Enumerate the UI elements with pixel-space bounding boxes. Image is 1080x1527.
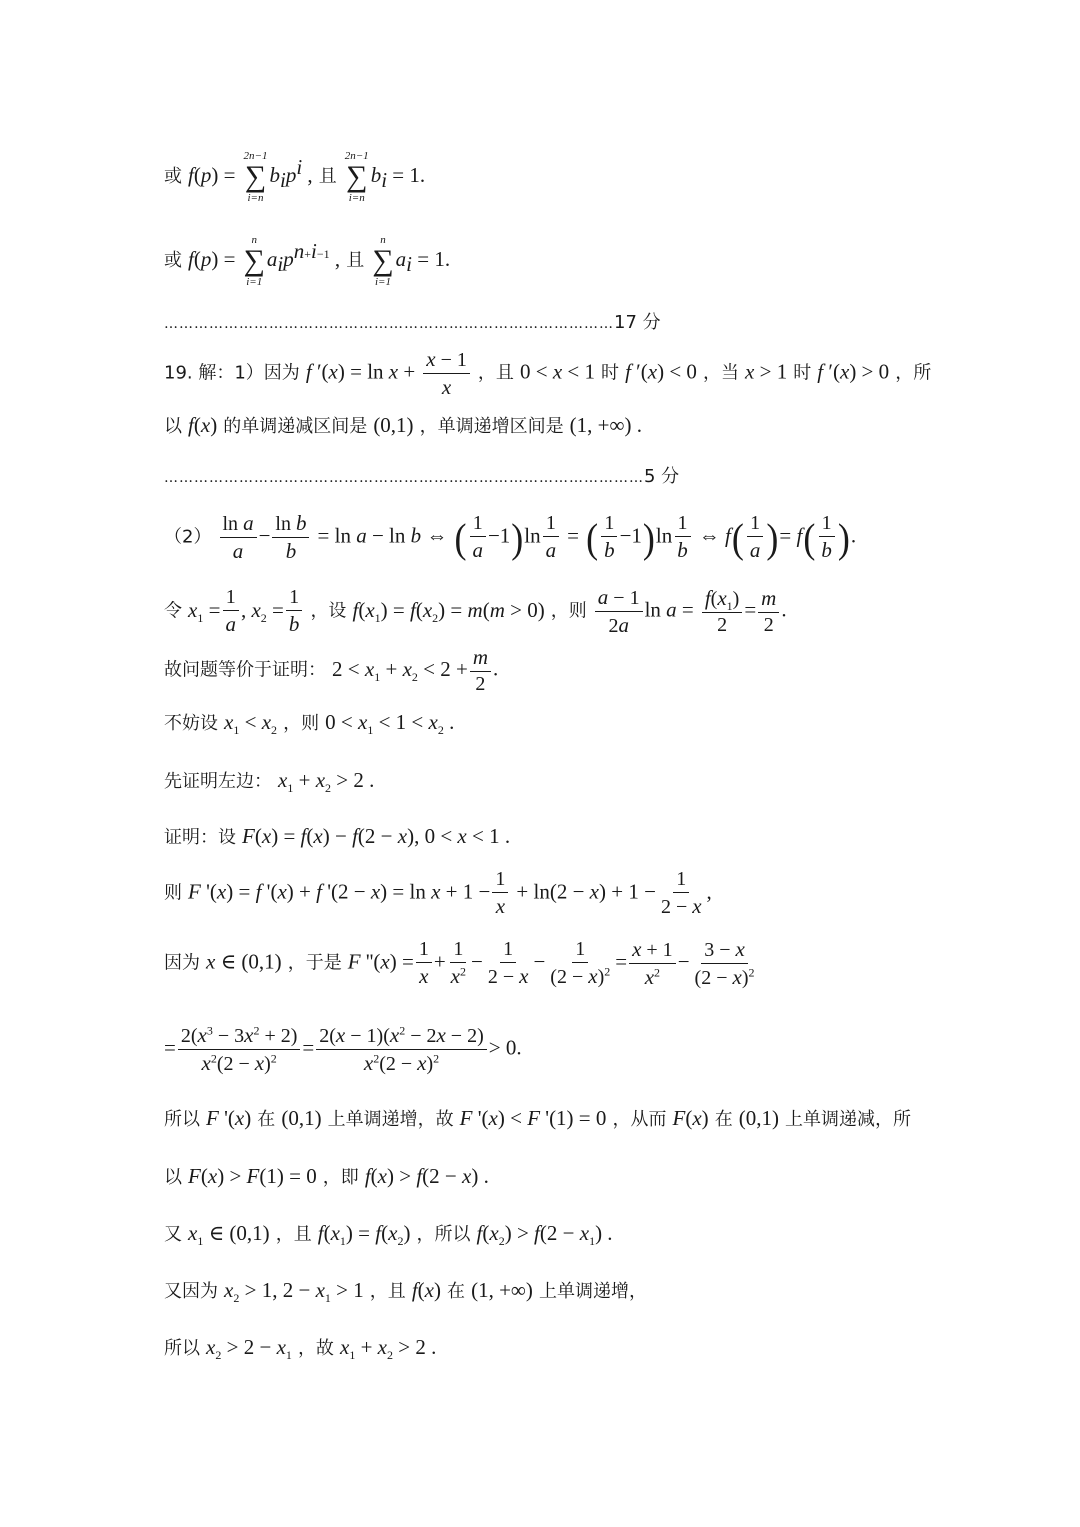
line-conclusion-4: 又因为 $x_2 > 1$, $2 - x_1 > 1$ ，且 f(x) 在 (1, +∞) 上单调递增， [164, 1278, 647, 1306]
line-conclusion-5: 所以 $x_2 > 2 - x_1$ ，故 $x_1 + x_2 > 2$ . [164, 1335, 437, 1363]
line-assume: 不妨设 $x_1 < x_2$ ，则 $0 < x_1 < 1 < x_2$ . [164, 710, 455, 738]
score-line-17: ………………………………………………………………………………17 分 [164, 312, 661, 333]
score-line-5: ……………………………………………………………………………………5 分 [164, 466, 680, 487]
line-define-F: 证明：设 F(x) = f(x) − f(2 − x), 0 < x < 1 . [164, 824, 511, 848]
line-simplify: = $\frac{2(x^3 - 3x^2 + 2)}{x^2(2 - x)^2}$ = $\frac{2(x - 1)(x^2 - 2x - 2)}{x^2(2 - x)^2}$ > 0. [164, 1023, 522, 1075]
line-equivalent: 故问题等价于证明： $2 < x_1 + x_2 < 2$ + $\frac{m}{2}$ . [164, 645, 499, 695]
line-sum-a: 或 f(p) = n ∑ i=1 $a_ip^{n+i-1}$ , 且 n ∑ i=1 $a_i = 1$. [164, 234, 451, 289]
line-sum-b: 或 f(p) = 2n−1 ∑ i=n $b_ip^i$ , 且 2n−1 ∑ i=n $b_i = 1$. [164, 150, 426, 205]
line-q19: 19. 解：1）因为 f ′(x) = ln x + $\frac{x - 1}{x}$ ，且 0 < x < 1 时 f ′(x) < 0 ，当 x > 1 时 f ′(x) > 0 ，所 [164, 347, 932, 399]
line-conclusion-2: 以 F(x) > F(1) = 0 ，即 f(x) > f(2 − x) . [164, 1164, 489, 1188]
line-left-side: 先证明左边： $x_1 + x_2 > 2$ . [164, 768, 375, 796]
line-F-derivative: 则 F '(x) = f '(x) + f '(2 − x) = ln x + 1 − $\frac{1}{x}$ + ln(2 − x) + 1 − $\frac{1}{2 - x}$ , [164, 868, 712, 918]
line-monotonic: 以 f(x) 的单调递减区间是 (0,1) ，单调递增区间是 (1, +∞) . [164, 413, 642, 437]
line-F-second-derivative: 因为 x ∈ (0,1) ，于是 F ''(x) = $\frac{1}{x}$ + $\frac{1}{x^2}$ − $\frac{1}{2 - x}$ − $\frac{1}{(2 - x)^2}$ = $\frac{x + 1}{x^2}$ − $\frac{3 - x}{(2 - x)^2}$ [164, 937, 755, 989]
line-conclusion-1: 所以 F '(x) 在 (0,1) 上单调递增，故 F '(x) < F '(1) = 0 ，从而 F(x) 在 (0,1) 上单调递减，所 [164, 1106, 912, 1130]
line-part2: （2） $\frac{\text{ln a}}{a}$ − $\frac{\text{ln b}}{b}$ = ln a − ln b ⇔ ( $\frac{1}{a}$ −1)ln $\frac{1}{a}$ = ( $\frac{1}{b}$ −1)ln $\frac{1}{b}$ ⇔ f( $\frac{1}{a}$ )= f( $\frac{1}{b}$ ). [164, 511, 857, 563]
line-conclusion-3: 又 $x_1$ ∈ (0,1) ，且 $f(x_1) = f(x_2)$ ，所以 $f(x_2) > f(2 - x_1)$ . [164, 1221, 613, 1249]
line-substitution: 令 $x_1$ = $\frac{1}{a}$ , $x_2$ = $\frac{1}{b}$ ，设 $f(x_1) = f(x_2) = m(m > 0)$ ，则 $\frac{a - 1}{2a}$ ln a = $\frac{f(x_1)}{2}$ = $\frac{m}{2}$ . [164, 585, 787, 637]
